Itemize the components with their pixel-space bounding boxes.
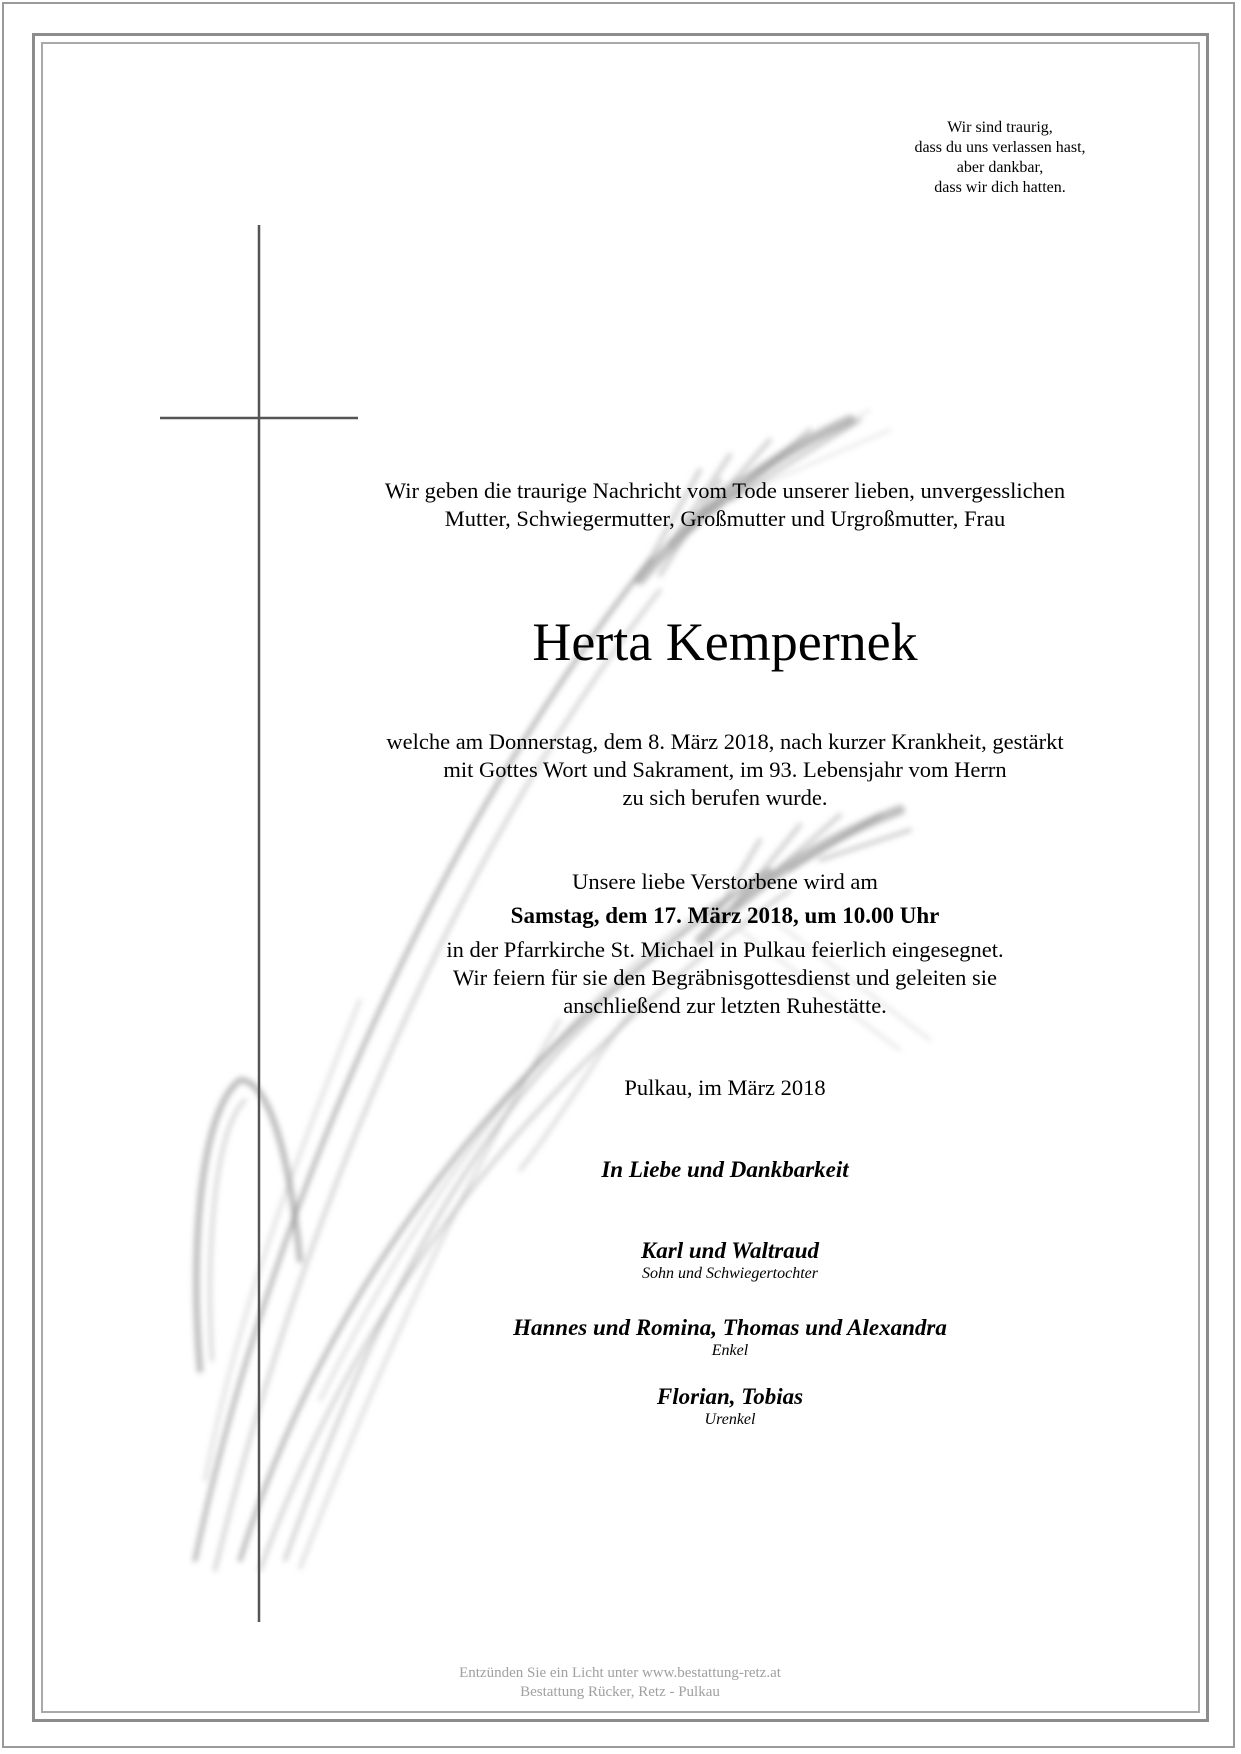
death-notice-line: zu sich berufen wurde. <box>622 785 828 810</box>
quote-line: aber dankbar, <box>956 159 1044 176</box>
family-names: Florian, Tobias <box>656 1384 804 1409</box>
opening-quote <box>865 118 1135 198</box>
quote-line: Wir sind traurig, <box>947 119 1053 136</box>
quote-line: dass du uns verlassen hast, <box>914 139 1086 156</box>
family-group <box>530 1384 930 1430</box>
death-notice <box>320 728 1130 812</box>
funeral-line: in der Pfarrkirche St. Michael in Pulkau feierlich eingesegnet. <box>446 937 1004 962</box>
closing-phrase: In Liebe und Dankbarkeit <box>601 1157 849 1182</box>
announcement-text <box>320 477 1130 533</box>
family-group <box>430 1315 1030 1361</box>
death-notice-line: mit Gottes Wort und Sakrament, im 93. Lebensjahr vom Herrn <box>443 757 1007 782</box>
quote-line: dass wir dich hatten. <box>934 179 1066 196</box>
place-date: Pulkau, im März 2018 <box>624 1075 826 1100</box>
death-notice-line: welche am Donnerstag, dem 8. März 2018, nach kurzer Krankheit, gestärkt <box>386 729 1064 754</box>
funeral-date-time: Samstag, dem 17. März 2018, um 10.00 Uhr <box>510 903 940 928</box>
family-group <box>480 1238 980 1284</box>
footer <box>400 1664 840 1702</box>
family-relation: Enkel <box>711 1342 749 1359</box>
footer-candle-link: Entzünden Sie ein Licht unter www.bestattung-retz.at <box>459 1665 781 1681</box>
family-relation: Sohn und Schwiegertochter <box>642 1265 818 1282</box>
funeral-intro: Unsere liebe Verstorbene wird am <box>572 869 878 894</box>
funeral-line: anschließend zur letzten Ruhestätte. <box>563 993 887 1018</box>
announcement-line: Mutter, Schwiegermutter, Großmutter und Urgroßmutter, Frau <box>444 506 1006 531</box>
funeral-details <box>330 868 1120 1020</box>
funeral-line: Wir feiern für sie den Begräbnisgottesdienst und geleiten sie <box>453 965 997 990</box>
announcement-line: Wir geben die traurige Nachricht vom Tode unserer lieben, unvergesslichen <box>384 478 1066 503</box>
family-names: Karl und Waltraud <box>640 1238 820 1263</box>
family-names: Hannes und Romina, Thomas und Alexandra <box>513 1315 947 1340</box>
family-relation: Urenkel <box>704 1411 756 1428</box>
deceased-name: Herta Kempernek <box>532 612 918 672</box>
footer-company: Bestattung Rücker, Retz - Pulkau <box>520 1684 720 1700</box>
